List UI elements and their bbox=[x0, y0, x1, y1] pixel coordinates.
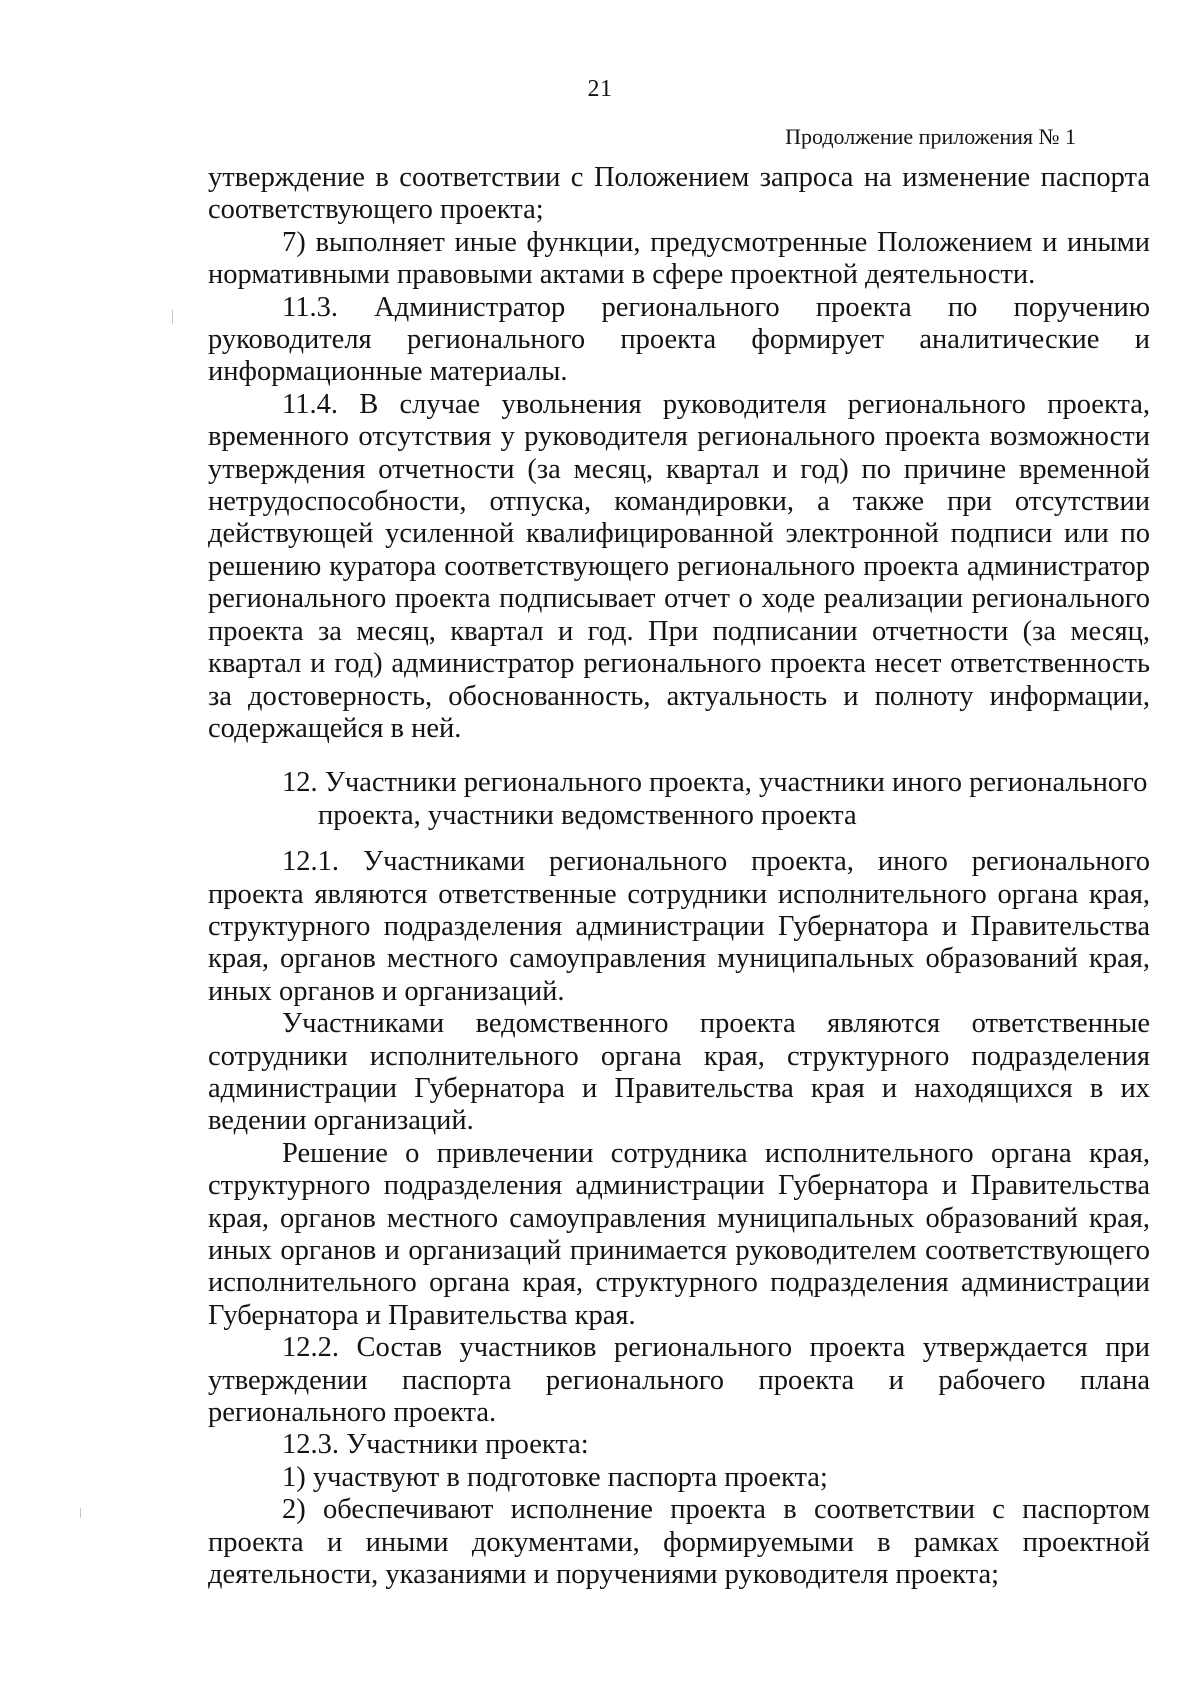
paragraph-departmental-participants: Участниками ведомственного проекта являются ответственные сотрудники исполнительного органа края, структурного подразделения администрации Губернатора и Правительства края и находящихся в их ведении организаций. bbox=[208, 1008, 1150, 1137]
paragraph-12-2: 12.2. Состав участников регионального проекта утверждается при утверждении паспорта регионального проекта и рабочего плана регионального проекта. bbox=[208, 1332, 1150, 1429]
paragraph-12-3-item-1: 1) участвуют в подготовке паспорта проекта; bbox=[282, 1461, 828, 1493]
paragraph-12-3-item-2: 2) обеспечивают исполнение проекта в соответствии с паспортом проекта и иными документами, формируемыми в рамках проектной деятельности, указаниями и поручениями руководителя проекта; bbox=[208, 1494, 1150, 1591]
document-body bbox=[208, 162, 1150, 1591]
paragraph-continuation: утверждение в соответствии с Положением запроса на изменение паспорта соответствующего проекта; bbox=[208, 162, 1150, 226]
page-number: 21 bbox=[587, 76, 613, 102]
paragraph-decision-on-involvement: Решение о привлечении сотрудника исполнительного органа края, структурного подразделения администрации Губернатора и Правительства края, органов местного самоуправления муниципальных образований края, иных органов и организаций принимается руководителем соответствующего исполнительного органа края, структурного подразделения администрации Губернатора и Правительства края. bbox=[208, 1137, 1150, 1331]
scan-margin-mark bbox=[80, 1508, 81, 1518]
section-heading-12 bbox=[208, 767, 1150, 832]
paragraph-11-4: 11.4. В случае увольнения руководителя регионального проекта, временного отсутствия у руководителя регионального проекта возможности утверждения отчетности (за месяц, квартал и год) по причине временной нетрудоспособности, отпуска, командировки, а также при отсутствии действующей усиленной квалифицированной электронной подписи или по решению куратора соответствующего регионального проекта администратор регионального проекта подписывает отчет о ходе реализации регионального проекта за месяц, квартал и год. При подписании отчетности (за месяц, квартал и год) администратор регионального проекта несет ответственность за достоверность, обоснованность, актуальность и полноту информации, содержащейся в ней. bbox=[208, 388, 1150, 744]
paragraph-12-3: 12.3. Участники проекта: bbox=[282, 1429, 589, 1461]
scan-margin-mark bbox=[172, 310, 173, 324]
appendix-continuation-note: Продолжение приложения № 1 bbox=[785, 124, 1076, 149]
paragraph-12-1: 12.1. Участниками регионального проекта, иного регионального проекта являются ответственные сотрудники исполнительного органа края, структурного подразделения администрации Губернатора и Правительства края, органов местного самоуправления муниципальных образований края, иных органов и организаций. bbox=[208, 846, 1150, 1007]
paragraph-item-7: 7) выполняет иные функции, предусмотренные Положением и иными нормативными правовыми актами в сфере проектной деятельности. bbox=[208, 226, 1150, 291]
section-heading-12-line1: 12. Участники регионального проекта, участники иного регионального bbox=[282, 767, 1148, 799]
paragraph-11-3: 11.3. Администратор регионального проекта по поручению руководителя регионального проекта формирует аналитические и информационные материалы. bbox=[208, 291, 1150, 388]
section-heading-12-line2: проекта, участники ведомственного проекта bbox=[318, 799, 857, 831]
